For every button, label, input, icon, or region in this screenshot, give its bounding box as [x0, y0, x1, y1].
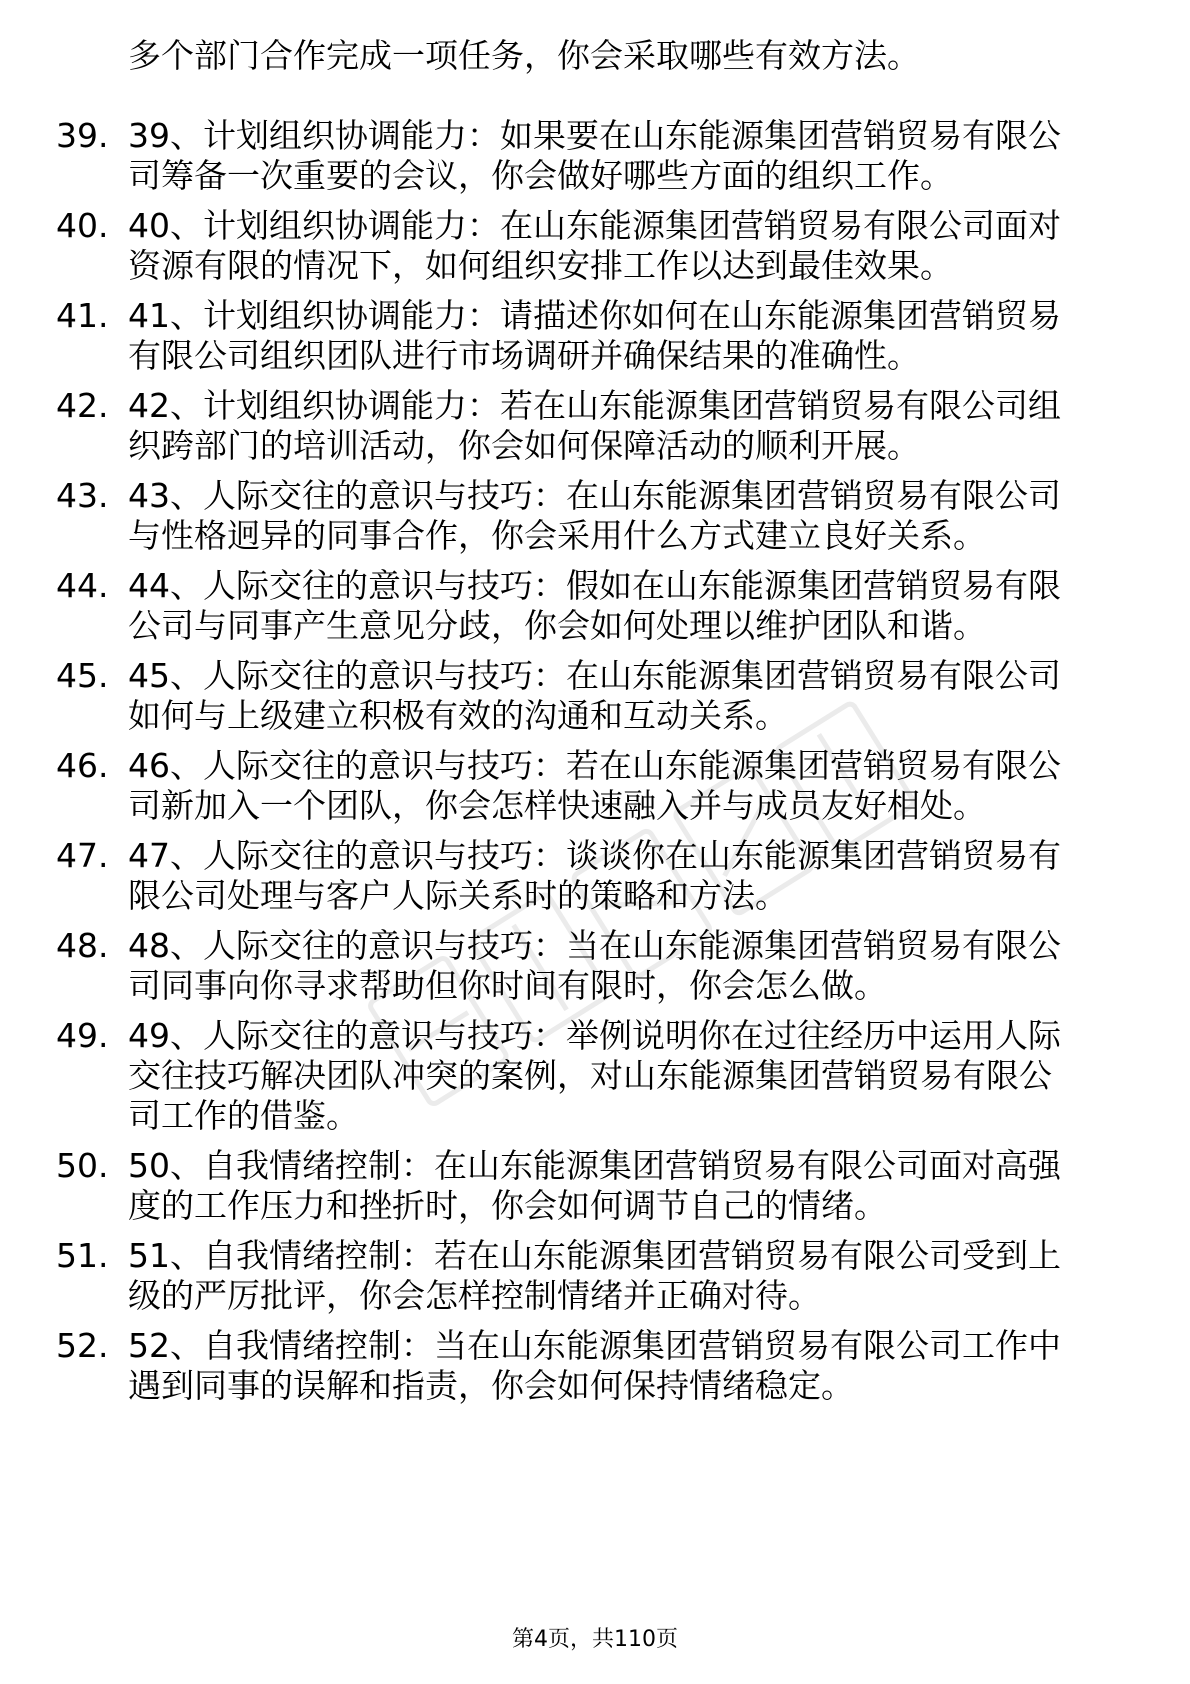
question-number: 52.	[56, 1326, 109, 1365]
question-text-line: 司同事向你寻求帮助但你时间有限时，你会怎么做。	[128, 966, 887, 1005]
question-number: 48.	[56, 926, 109, 965]
page-footer: 第4页，共110页	[512, 1627, 678, 1652]
question-text-line: 与性格迥异的同事合作，你会采用什么方式建立良好关系。	[128, 516, 986, 555]
question-text-line: 有限公司组织团队进行市场调研并确保结果的准确性。	[128, 336, 920, 375]
question-text-line: 40、计划组织协调能力：在山东能源集团营销贸易有限公司面对	[128, 206, 1061, 245]
question-text-line: 52、自我情绪控制：当在山东能源集团营销贸易有限公司工作中	[128, 1326, 1061, 1365]
question-text-line: 42、计划组织协调能力：若在山东能源集团营销贸易有限公司组	[128, 386, 1061, 425]
question-text-line: 司新加入一个团队，你会怎样快速融入并与成员友好相处。	[128, 786, 986, 825]
question-number: 47.	[56, 836, 109, 875]
question-text-line: 度的工作压力和挫折时，你会如何调节自己的情绪。	[128, 1186, 887, 1225]
question-text-line: 司筹备一次重要的会议，你会做好哪些方面的组织工作。	[128, 156, 953, 195]
question-text-line: 级的严厉批评，你会怎样控制情绪并正确对待。	[128, 1276, 821, 1315]
question-number: 43.	[56, 476, 109, 515]
question-text-line: 45、人际交往的意识与技巧：在山东能源集团营销贸易有限公司	[128, 656, 1061, 695]
question-text-line: 50、自我情绪控制：在山东能源集团营销贸易有限公司面对高强	[128, 1146, 1061, 1185]
question-text-line: 资源有限的情况下，如何组织安排工作以达到最佳效果。	[128, 246, 953, 285]
question-number: 44.	[56, 566, 109, 605]
question-text-line: 48、人际交往的意识与技巧：当在山东能源集团营销贸易有限公	[128, 926, 1061, 965]
question-number: 41.	[56, 296, 109, 335]
question-text-line: 43、人际交往的意识与技巧：在山东能源集团营销贸易有限公司	[128, 476, 1061, 515]
question-number: 45.	[56, 656, 109, 695]
question-text-line: 41、计划组织协调能力：请描述你如何在山东能源集团营销贸易	[128, 296, 1061, 335]
question-number: 46.	[56, 746, 109, 785]
question-number: 42.	[56, 386, 109, 425]
question-text-line: 51、自我情绪控制：若在山东能源集团营销贸易有限公司受到上	[128, 1236, 1061, 1275]
question-text-line: 44、人际交往的意识与技巧：假如在山东能源集团营销贸易有限	[128, 566, 1061, 605]
question-text-line: 46、人际交往的意识与技巧：若在山东能源集团营销贸易有限公	[128, 746, 1061, 785]
question-number: 40.	[56, 206, 109, 245]
continued-question-text: 多个部门合作完成一项任务，你会采取哪些有效方法。	[128, 36, 920, 75]
question-text-line: 如何与上级建立积极有效的沟通和互动关系。	[128, 696, 788, 735]
question-text-line: 遇到同事的误解和指责，你会如何保持情绪稳定。	[128, 1366, 854, 1405]
question-text-line: 限公司处理与客户人际关系时的策略和方法。	[128, 876, 788, 915]
question-text-line: 49、人际交往的意识与技巧：举例说明你在过往经历中运用人际	[128, 1016, 1061, 1055]
question-number: 49.	[56, 1016, 109, 1055]
question-text-line: 47、人际交往的意识与技巧：谈谈你在山东能源集团营销贸易有	[128, 836, 1061, 875]
question-text-line: 公司与同事产生意见分歧，你会如何处理以维护团队和谐。	[128, 606, 986, 645]
question-text-line: 39、计划组织协调能力：如果要在山东能源集团营销贸易有限公	[128, 116, 1061, 155]
question-text-line: 司工作的借鉴。	[128, 1096, 359, 1135]
question-text-line: 织跨部门的培训活动，你会如何保障活动的顺利开展。	[128, 426, 920, 465]
question-text-line: 交往技巧解决团队冲突的案例，对山东能源集团营销贸易有限公	[128, 1056, 1052, 1095]
question-number: 51.	[56, 1236, 109, 1275]
question-number: 39.	[56, 116, 109, 155]
question-number: 50.	[56, 1146, 109, 1185]
